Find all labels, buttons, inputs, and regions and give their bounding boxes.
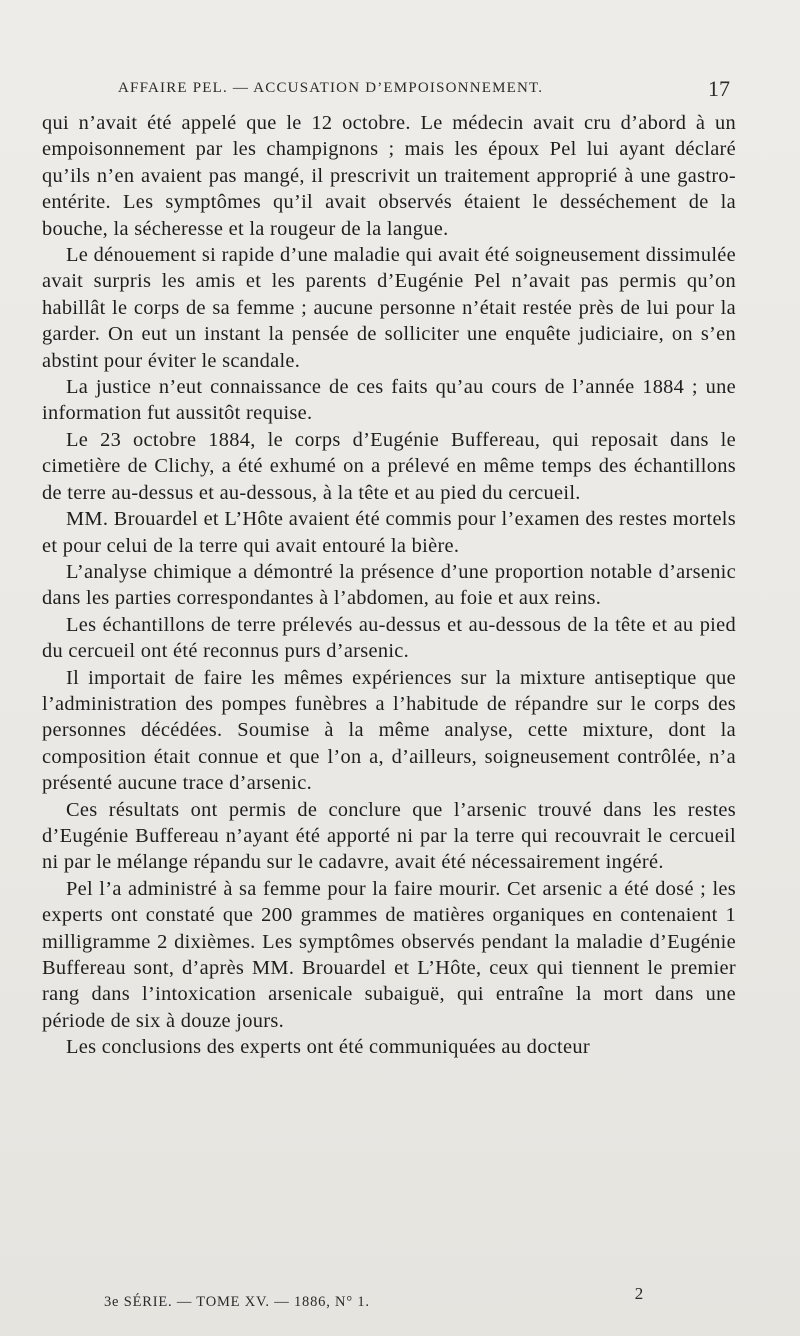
paragraph: qui n’avait été appelé que le 12 octobre. Le médecin avait cru d’abord à un empoisonnement par les champignons ; mais les époux Pel lui ayant déclaré qu’ils n’en avaient pas mangé, il prescrivit un traitement approprié à une gastro-entérite. Les symptômes qu’il avait observés étaient le desséchement de la bouche, la sécheresse et la rougeur de la langue.: [42, 112, 736, 240]
paragraph: Pel l’a administré à sa femme pour la faire mourir. Cet arsenic a été dosé ; les experts ont constaté que 200 grammes de matières organiques en contenaient 1 milligramme 2 dixièmes. Les symptômes observés pendant la maladie d’Eugénie Buffereau sont, d’après MM. Brouardel et L’Hôte, ceux qui tiennent le premier rang dans l’intoxication arsenicale subaiguë, qui entraîne la mort dans une période de six à douze jours.: [42, 877, 736, 1032]
paragraph: L’analyse chimique a démontré la présence d’une proportion notable d’arsenic dans les parties correspondantes à l’abdomen, au foie et aux reins.: [42, 560, 736, 610]
paragraph: Le 23 octobre 1884, le corps d’Eugénie Buffereau, qui reposait dans le cimetière de Clichy, a été exhumé on a prélevé en même temps des échantillons de terre au-dessus et au-dessous, à la tête et au pied du cercueil.: [42, 428, 736, 504]
paragraph: MM. Brouardel et L’Hôte avaient été commis pour l’examen des restes mortels et pour celui de la terre qui avait entouré la bière.: [42, 508, 736, 557]
body-text: [42, 110, 736, 1061]
page-footer: [104, 1284, 644, 1314]
paragraph: Les échantillons de terre prélevés au-dessus et au-dessous de la tête et au pied du cercueil ont été reconnus purs d’arsenic.: [42, 613, 736, 663]
paragraph: Le dénouement si rapide d’une maladie qui avait été soigneusement dissimulée avait surpris les amis et les parents d’Eugénie Pel n’avait pas permis qu’on habillât le corps de sa femme ; aucune personne n’était restée près de lui pour la garder. On eut un instant la pensée de solliciter une enquête judiciaire, on s’en abstint pour éviter le scandale.: [42, 244, 736, 372]
paragraph: La justice n’eut connaissance de ces faits qu’au cours de l’année 1884 ; une information fut aussitôt requise.: [42, 376, 736, 425]
running-title: AFFAIRE PEL. — ACCUSATION D’EMPOISONNEMENT.: [118, 80, 544, 96]
page-number: 17: [708, 76, 730, 101]
paragraph: Les conclusions des experts ont été communiquées au docteur: [66, 1036, 590, 1059]
signature-mark: 2: [634, 1284, 644, 1303]
series-line: 3e SÉRIE. — TOME XV. — 1886, N° 1.: [104, 1294, 370, 1310]
running-head: [118, 76, 730, 104]
paragraph: Ces résultats ont permis de conclure que l’arsenic trouvé dans les restes d’Eugénie Buffereau n’ayant été apporté ni par la terre qui recouvrait le cercueil ni par le mélange répandu sur le cadavre, avait été nécessairement ingéré.: [42, 798, 736, 874]
paragraph: Il importait de faire les mêmes expériences sur la mixture antiseptique que l’administration des pompes funèbres a l’habitude de répandre sur le corps des personnes décédées. Soumise à la même analyse, cette mixture, dont la composition était connue et que l’on a, d’ailleurs, soigneusement contrôlée, n’a présenté aucune trace d’arsenic.: [42, 666, 736, 795]
